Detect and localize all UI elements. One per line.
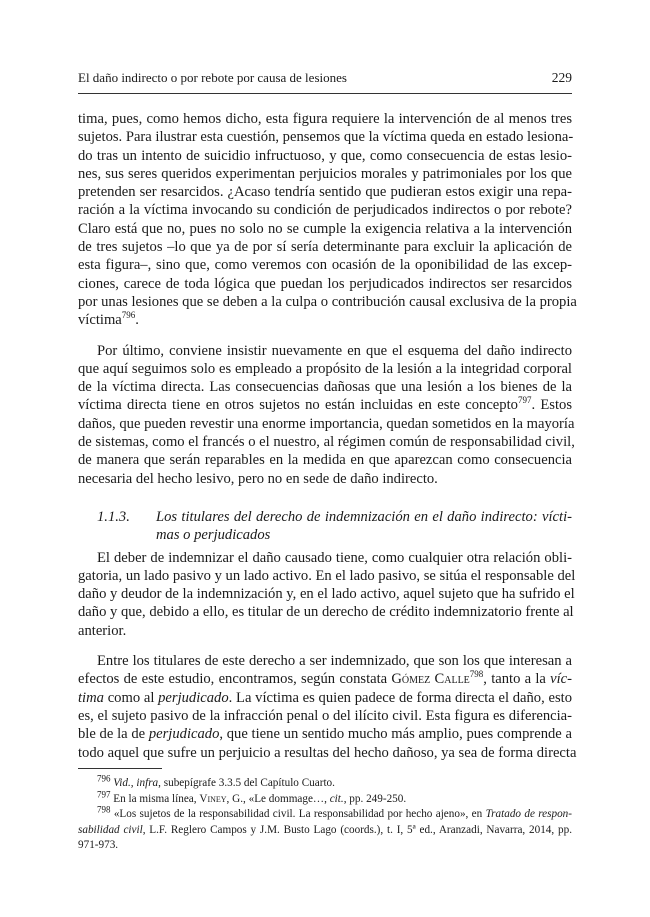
page-number: 229 [551,70,572,85]
text-fragment: sabilidad civil [78,823,143,836]
text-fragment: , subepígrafe 3.3.5 del Capítulo Cuarto. [158,777,335,789]
footnotes [78,773,572,854]
footnote-797 [78,788,572,808]
text-line: todo aquel que sufre un perjuicio a resultas del hecho dañoso, ya sea de forma directa [78,744,577,761]
text-line: de la víctima directa. Las consecuencias dañosas que una lesión a los bienes de la [78,379,572,396]
text-line: Entre los titulares de este derecho a ser indemnizado, que son los que interesan a [97,653,572,670]
text-fragment: víc- [550,671,572,688]
text-fragment: perjudicado [158,689,229,706]
text-fragment: . Estos [531,397,573,414]
text-line: nes, sus seres queridos experimentan perjuicios morales y patrimoniales por los que [78,165,572,182]
text-line: víctima$^{796}$. [78,310,139,329]
section-heading [78,508,572,545]
text-line: necesaria del hecho lesivo, pero no en sede de daño indirecto. [78,470,438,487]
section-number: 1.1.3. [97,508,130,525]
header-rule [78,93,572,94]
author-name: Viney [199,792,227,805]
text-line: sujetos. Para ilustrar esta cuestión, pensemos que la víctima queda en estado lesiona- [78,129,574,146]
text-line: ciones, carece de toda lógica que puedan los perjudicados indirectos ser resarcidos [78,275,572,292]
text-fragment: Tratado de respon- [485,808,572,820]
footnote-798 [78,804,572,823]
text-line: por unas lesiones que se deben a la culpa o contribución causal exclusiva de la propia [78,293,577,310]
text-line [78,396,572,414]
text-line: anterior. [78,622,127,639]
text-fragment: , pp. 249-250. [343,792,407,805]
text-line: esta figura–, sino que, como veremos con ocasión de la oponibilidad de las excep- [78,257,572,274]
text-fragment: efectos de este estudio, encontramos, según constata [78,671,392,688]
text-fragment: «Los sujetos de la responsabilidad civil. La responsabilidad por hecho ajeno», en [113,808,486,820]
footnote-798-cont [78,823,572,839]
text-line [78,670,572,688]
text-line: daño y que, debido a ello, es titular de un derecho de crédito indemnizatorio frente al [78,604,574,621]
text-line: pretenden ser resarcidos. ¿Acaso tendría sentido que pudieran estos exigir una repa- [78,184,572,201]
footnote-number: 796 [97,773,111,784]
text-fragment: víctima [78,312,122,329]
running-title: El daño indirecto o por rebote por causa de lesiones [78,70,347,85]
running-header [78,70,572,90]
text-line: que aquí seguimos solo es empleado a propósito de la lesión a la integridad corporal [78,360,572,377]
text-line: Por último, conviene insistir nuevamente en que el esquema del daño indirecto [97,342,572,359]
text-fragment: , L.F. Reglero Campos y J.M. Busto Lago (coords.), t. I, 5ª ed., Aranzadi, Navarra, 2014, pp. [142,823,572,836]
text-line: gatoria, un lado pasivo y un lado activo. En el lado pasivo, se sitúa el responsable del [78,567,576,584]
heading-line [78,508,572,526]
paragraph-3 [78,549,576,640]
text-fragment: ble de la de [78,726,149,743]
text-fragment: En la misma línea, [113,792,200,805]
text-line: daños, que pueden revestir una enorme importancia, quedan sometidos en la mayoría [78,415,575,432]
text-fragment: , que tiene un sentido mucho más amplio, pues comprende a [219,726,572,743]
text-fragment: como al [103,689,159,706]
text-fragment: . La víctima es quien padece de forma directa el daño, esto [228,689,572,706]
heading-line [78,526,572,544]
paragraph-2 [78,342,575,488]
text-line: es, el sujeto pasivo de la infracción penal o del ilícito civil. Esta figura es diferencia- [78,707,572,724]
text-line: Claro está que no, pues no solo no se cumple la exigencia relativa a la intervención [78,220,572,237]
text-line: tima, pues, como hemos dicho, esta figura requiere la intervención de al menos tres [78,111,572,127]
footnote-ref-796[interactable]: 796 [121,310,136,321]
footnote-798-cont: 971-973. [78,839,119,851]
text-fragment: , tanto a la [483,671,551,688]
text-line [78,725,572,743]
text-fragment: , G., «Le dommage…, [226,792,330,805]
main-text [78,110,577,762]
text-line: El deber de indemnizar el daño causado tiene, como cualquier otra relación obli- [97,549,572,566]
text-line: de manera que serán reparables en la medida en que aparezcan como consecuencia [78,452,572,469]
text-fragment: cit. [329,792,344,805]
text-fragment: tima [78,689,104,706]
text-line: do tras un intento de suicidio infructuoso, y que, como consecuencia de estas lesio- [78,147,572,164]
section-title: Los titulares del derecho de indemnización en el daño indirecto: vícti- [156,508,572,525]
paragraph-1 [78,110,577,330]
paragraph-4 [78,652,577,762]
text-fragment: Vid., infra [113,777,159,789]
footnote-rule [78,768,162,769]
text-line [78,689,572,707]
text-fragment: perjudicado [148,726,220,743]
footnote-ref-798[interactable]: 798 [469,669,484,680]
section-title: mas o perjudicados [156,527,271,544]
footnote-ref-797[interactable]: 797 [517,395,532,406]
footnote-796 [78,773,572,792]
text-line: ración a la víctima invocando su condición de perjudicados indirectos o por rebote? [78,202,572,219]
author-name: Gómez Calle [391,671,470,688]
text-line: daño y deudor de la indemnización y, en el lado activo, aquel sujeto que ha sufrido el [78,586,575,603]
footnote-number: 797 [97,788,111,799]
text-fragment: víctima directa tiene en otros sujetos no están incluidas en este concepto [78,397,518,414]
footnote-number: 798 [97,804,111,815]
text-line: de sistemas, como el francés o el nuestro, al régimen común de responsabilidad civil, [78,434,575,451]
text-line: de tres sujetos –lo que ya de por sí sería determinante para excluir la aplicación de [78,239,572,256]
